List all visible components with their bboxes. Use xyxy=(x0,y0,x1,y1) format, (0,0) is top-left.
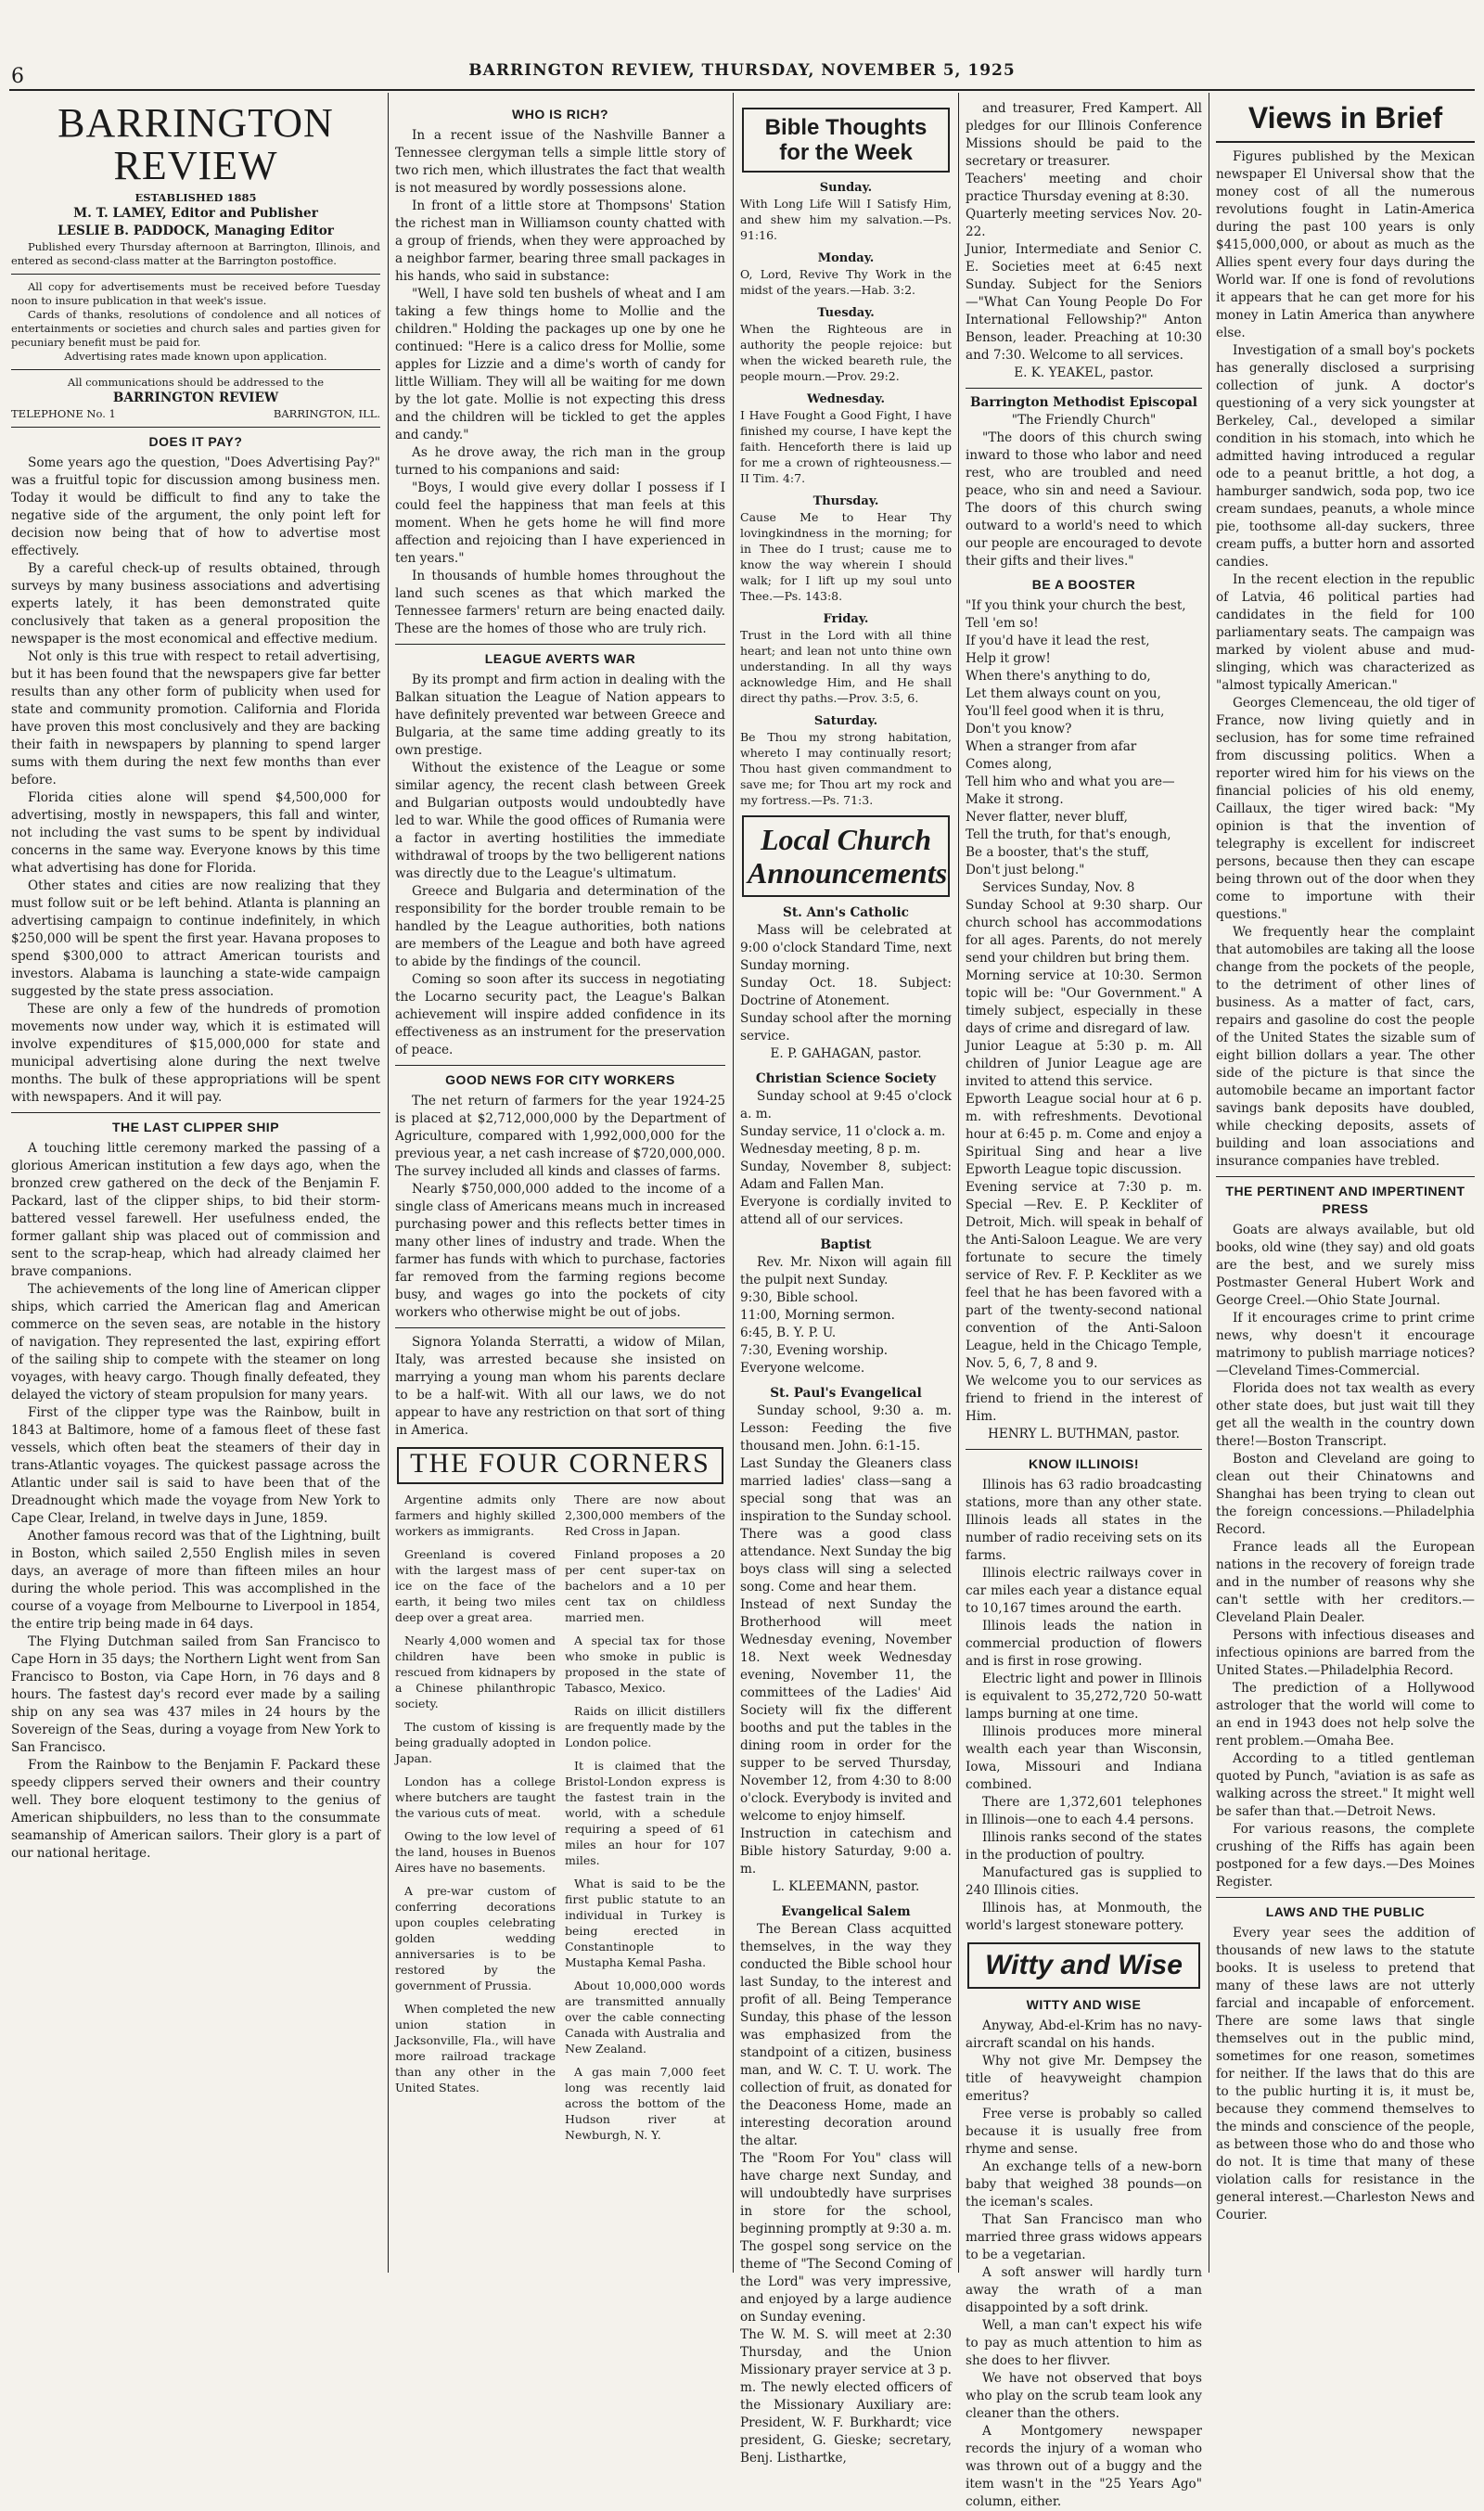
four-corners-item: A pre-war custom of conferring decorations upon couples celebrating golden wedding anniversaries is to be restored by the government of Prussia. xyxy=(395,1884,556,1992)
verse-text: Be Thou my strong habitation, whereto I may continually resort; Thou hast given commandment to save me; for Thou art my rock and my fortress.—Ps. 71:3. xyxy=(740,730,952,807)
church-entry xyxy=(740,904,952,1063)
know-illinois-headline: KNOW ILLINOIS! xyxy=(1029,1456,1139,1471)
masthead-editor: M. T. LAMEY, Editor and Publisher xyxy=(73,206,318,221)
church-entry xyxy=(740,1070,952,1229)
article-paragraph: Illinois leads the nation in commercial production of flowers and is first in rose growing. xyxy=(966,1619,1202,1669)
methodist-text: "The doors of this church swing inward to those who labor and need rest, who are troubled and need peace, who sin and need a Saviour. The doors of this church swing outward to a world's need to which our people are encouraged to devote their gifts and their lives." xyxy=(966,430,1202,569)
four-corners-left xyxy=(395,1492,556,2150)
witty-wise-title: Witty and Wise xyxy=(985,1950,1183,1980)
article-paragraph: By a careful check-up of results obtained, through surveys by many business associations and advertising experts lately, it has been demonstrated quite conclusively that taken as a general proposition the newspaper is the most economical and effective medium. xyxy=(11,561,380,647)
church-entry xyxy=(740,1385,952,1896)
column-2 xyxy=(395,100,725,2271)
masthead-copy-notice: All copy for advertisements must be received before Tuesday noon to insure publication in that week's issue. xyxy=(11,280,380,307)
pastor-signature: E. K. YEAKEL, pastor. xyxy=(1014,365,1154,380)
article-paragraph: Goats are always available, but old books, old wine (they say) and old goats are the best, and we surely miss Postmaster General Hubert Work and George Creel.—Ohio State Journal. xyxy=(1216,1223,1475,1308)
article-paragraph: Every year sees the addition of thousands of new laws to the statute books. It is useless to pretend that many of these laws are not utterly farcial and incapable of enforcement. There are some laws that single themselves out in the public mind, sometimes for one reason, sometimes for neither. If the laws that do this are to the public hurting it is, it must be, because they commend themselves to the minds and conscience of the people, as between those who do and those who do not. It is time that many of these violation calls for resistance in the general interest.—Charleston News and Courier. xyxy=(1216,1926,1475,2223)
four-corners-item: There are now about 2,300,000 members of the Red Cross in Japan. xyxy=(565,1493,725,1538)
article-paragraph: Signora Yolanda Sterratti, a widow of Milan, Italy, was arrested because she insisted on marrying a young man whom his parents declare to be a half-wit. With all our laws, we do not appear to have any restriction on that sort of thing in America. xyxy=(395,1335,725,1438)
bible-verse xyxy=(740,713,952,808)
article-paragraph: Greece and Bulgaria and determination of the responsibility for the border trouble remain to be handled by the League authorities, both nations are members of the League and both have agreed to abide by the findings of the council. xyxy=(395,884,725,969)
four-corners-right xyxy=(565,1492,725,2150)
article-paragraph: Nearly $750,000,000 added to the income of a single class of Americans means much in increased purchasing power and this reflects better times in many other lines of industry and trade. When the farmer has funds with which to purchase, factories far removed from the farming regions become busy, and wages go into the pockets of city workers who otherwise might be out of jobs. xyxy=(395,1182,725,1320)
article-paragraph: By its prompt and firm action in dealing with the Balkan situation the League of Nation appears to have definitely prevented war between Greece and Bulgaria, at the same time adding greatly to its own prestige. xyxy=(395,673,725,758)
four-corners-title: THE FOUR CORNERS xyxy=(410,1448,710,1479)
verse-day: Tuesday. xyxy=(817,306,875,320)
views-in-brief-title: Views in Brief xyxy=(1216,100,1475,143)
clipper-ship-headline: THE LAST CLIPPER SHIP xyxy=(111,1120,280,1134)
verse-text: When the Righteous are in authority the people rejoice: but when the wicked beareth rule, the people mourn.—Prov. 29:2. xyxy=(740,322,952,383)
article-paragraph: As he drove away, the rich man in the group turned to his companions and said: xyxy=(395,445,725,478)
article-paragraph: The achievements of the long line of American clipper ships, which carried the American flag and American commerce on the seven seas, are notable in the history of navigation. They represented the last, expiring effort of the sailing ship to compete with the steamer on long voyages, with heavy cargo. Though finally defeated, they delayed the victory of steam propulsion for many years. xyxy=(11,1282,380,1403)
article-paragraph: Investigation of a small boy's pockets has generally disclosed a surprising collection of junk. A doctor's questioning of a very sick youngster at Berkeley, Cal., developed a similar condition in his stomach, into which he admitted having introduced a regular ode to a peanut brittle, a hot dog, a hamburger sandwich, soda pop, two ice cream sundaes, peanuts, a whole mince pie, toothsome all-day suckers, three cream puffs, a butter horn and assorted candies. xyxy=(1216,343,1475,570)
pastor-signature: HENRY L. BUTHMAN, pastor. xyxy=(988,1427,1180,1441)
divider xyxy=(1216,1176,1475,1177)
bible-thoughts-title: Bible Thoughts for the Week xyxy=(764,115,928,165)
pertinent-press-headline: THE PERTINENT AND IMPERTINENT PRESS xyxy=(1225,1184,1465,1216)
pastor-signature: E. P. GAHAGAN, pastor. xyxy=(770,1046,922,1061)
four-corners-item: Owing to the low level of the land, houses in Buenos Aires have no basements. xyxy=(395,1829,556,1875)
divider xyxy=(395,644,725,645)
article-paragraph: Illinois produces more mineral wealth each year than Wisconsin, Iowa, Missouri and Indiana combined. xyxy=(966,1724,1202,1792)
witty-wise-box xyxy=(967,1942,1200,1989)
four-corners-item: It is claimed that the Bristol-London express is the fastest train in the world, with a schedule requiring a speed of 61 miles an hour for 107 miles. xyxy=(565,1759,725,1867)
masthead-rates-notice: Advertising rates made known upon application. xyxy=(64,350,327,363)
column-rule xyxy=(733,93,734,2273)
booster-headline: BE A BOOSTER xyxy=(1031,577,1136,592)
article-paragraph: From the Rainbow to the Benjamin F. Packard these speedy clippers served their owners and their country well. They bore eloquent testimony to the genius of American shipbuilders, no less than to the consummate seamanship of American sailors. Their glory is a part of our national heritage. xyxy=(11,1758,380,1861)
masthead-address-name: BARRINGTON REVIEW xyxy=(112,391,279,405)
article-paragraph: First of the clipper type was the Rainbow, built in 1843 at Baltimore, home of a famous fleet of these fast vessels, which often beat the steamers of their day in trans-Atlantic voyages. The quickest passage across the Atlantic under sail is said to have been that of the Dreadnought which made the voyage from New York to Cape Clear, Ireland, in twelve days in June, 1859. xyxy=(11,1405,380,1526)
masthead-cards-notice: Cards of thanks, resolutions of condolence and all notices of entertainments or societies and church sales and parties given for pecuniary benefit must be paid for. xyxy=(11,308,380,349)
article-paragraph: Florida does not tax wealth as every other state does, but just wait till they get all the wealth in the country down there!—Boston Transcript. xyxy=(1216,1381,1475,1449)
masthead-city: BARRINGTON, ILL. xyxy=(273,407,380,420)
four-corners-item: Raids on illicit distillers are frequently made by the London police. xyxy=(565,1704,725,1749)
church-text: Sunday school, 9:30 a. m. Lesson: Feeding the five thousand men. John. 6:1-15. Last Sunday the Gleaners class married ladies' class—sang a special song that was an inspiration to the Sunday school. There was a good class attendance. Next Sunday the big boys class will sing a selected song. Come and hear them. Instead of next Sunday the Brotherhood will meet Wednesday evening, November 18. Next week Wednesday evening, November 11, the committees of the Ladies' Aid Society will fix the different booths and put the tables in the dining room in order for the supper to be served Thursday, November 12, from 4:30 to 8:00 o'clock. Everybody is invited and welcome to enjoy himself. Instruction in catechism and Bible history Saturday, 9:00 a. m. xyxy=(740,1403,952,1877)
verse-day: Friday. xyxy=(823,612,869,626)
four-corners-item: What is said to be the first public statute to an individual in Turkey is being erected in Constantinople to Mustapha Kemal Pasha. xyxy=(565,1877,725,1969)
article-paragraph: Without the existence of the League or some similar agency, the recent clash between Greek and Bulgarian outposts would undoubtedly have led to war. While the good offices of Rumania were a factor in averting hostilities the immediate withdrawal of troops by the two belligerent nations was directly due to the League's ultimatum. xyxy=(395,761,725,881)
pastor-signature: L. KLEEMANN, pastor. xyxy=(772,1879,920,1894)
verse-text: With Long Life Will I Satisfy Him, and shew him my salvation.—Ps. 91:16. xyxy=(740,197,952,242)
four-corners-item: Nearly 4,000 women and children have been rescued from kidnapers by a Chinese philanthropic society. xyxy=(395,1633,556,1710)
continued-text: and treasurer, Fred Kampert. All pledges for our Illinois Conference Missions should be paid to the secretary or treasurer. Teachers' meeting and choir practice Thursday evening at 8:30. Quarterly meeting services Nov. 20-22. Junior, Intermediate and Senior C. E. Societies meet at 6:45 next Sunday. Subject for the Seniors—"What Can Young People Do For International Fellowship?" Anton Benson, leader. Preaching at 10:30 and 7:30. Welcome to all services. xyxy=(966,101,1202,363)
divider xyxy=(395,1327,725,1328)
article-paragraph: These are only a few of the hundreds of promotion movements now under way, which it is estimated will involve expenditures of $15,000,000 for state and municipal advertising alone during the next twelve months. The bulk of these appropriations will be spent with newspapers. And it will pay. xyxy=(11,1002,380,1105)
bible-verse xyxy=(740,305,952,384)
church-text: Sunday school at 9:45 o'clock a. m. Sunday service, 11 o'clock a. m. Wednesday meeting, 8 p. m. Sunday, November 8, subject: Adam and Fallen Man. Everyone is cordially invited to attend all of our services. xyxy=(740,1089,952,1227)
verse-day: Sunday. xyxy=(819,181,873,195)
four-corners-item: Greenland is covered with the largest mass of ice on the face of the earth, it being two miles deep over a great area. xyxy=(395,1547,556,1624)
witty-wise-headline: WITTY AND WISE xyxy=(1026,1997,1142,2012)
verse-text: Cause Me to Hear Thy lovingkindness in the morning; for in Thee do I trust; cause me to know the way wherein I should walk; for I lift up my soul unto Thee.—Ps. 143:8. xyxy=(740,510,952,603)
church-name: St. Paul's Evangelical xyxy=(770,1386,922,1401)
article-paragraph: In thousands of humble homes throughout the land such scenes as that which marked the Tennessee farmers' return are being enacted daily. These are the homes of those who are truly rich. xyxy=(395,569,725,636)
four-corners-item: About 10,000,000 words are transmitted annually over the cable connecting Canada with Australia and New Zealand. xyxy=(565,1979,725,2056)
bible-verses xyxy=(740,180,952,808)
four-corners-item: Argentine admits only farmers and highly skilled workers as immigrants. xyxy=(395,1493,556,1538)
article-paragraph: Electric light and power in Illinois is equivalent to 35,272,720 50-watt lamps burning at one time. xyxy=(966,1672,1202,1722)
column-5 xyxy=(1216,100,1475,2271)
four-corners-item: When completed the new union station in Jacksonville, Fla., will have more railroad trackage than any other in the United States. xyxy=(395,2002,556,2095)
verse-text: Trust in the Lord with all thine heart; and lean not unto thine own understanding. In all thy ways acknowledge Him, and He shall direct thy paths.—Prov. 3:5, 6. xyxy=(740,628,952,705)
column-1 xyxy=(11,100,380,2271)
good-news-headline: GOOD NEWS FOR CITY WORKERS xyxy=(445,1072,675,1087)
methodist-name: Barrington Methodist Episcopal xyxy=(970,395,1197,410)
four-corners-item: A gas main 7,000 feet long was recently laid across the bottom of the Hudson river at Newburgh, N. Y. xyxy=(565,2065,725,2142)
divider xyxy=(11,427,380,428)
church-entry xyxy=(740,1903,952,2467)
article-paragraph: A Montgomery newspaper records the injury of a woman who was thrown out of a buggy and the item wasn't in the "25 Years Ago" column, either. xyxy=(966,2424,1202,2509)
article-paragraph: That San Francisco man who married three grass widows appears to be a vegetarian. xyxy=(966,2212,1202,2262)
methodist-subtitle: "The Friendly Church" xyxy=(1011,413,1157,428)
article-paragraph: We frequently hear the complaint that automobiles are taking all the loose change from the pockets of the people, to the detriment of other lines of business. As a matter of fact, cars, repairs and gasoline do cost the people of the United States the sizable sum of eight billion dollars a year. The other side of the picture is that since the automobile became an important factor savings bank deposits have doubled, while checking deposits, assets of building and loan associations and insurance companies have trebled. xyxy=(1216,925,1475,1169)
divider xyxy=(11,274,380,275)
article-paragraph: Illinois ranks second of the states in the production of poultry. xyxy=(966,1830,1202,1863)
four-corners-item: The custom of kissing is being gradually adopted in Japan. xyxy=(395,1720,556,1765)
article-paragraph: Persons with infectious diseases and infectious opinions are barred from the United States.—Philadelphia Record. xyxy=(1216,1628,1475,1678)
article-paragraph: Another famous record was that of the Lightning, built in Boston, which sailed 2,550 English miles in seven days, an average of more than fifteen miles an hour during the whole period. This was accomplished in the course of a voyage from Melbourne to Liverpool in 1854, the entire trip being made in 64 days. xyxy=(11,1529,380,1632)
article-paragraph: There are 1,372,601 telephones in Illinois—one to each 4.4 persons. xyxy=(966,1795,1202,1827)
masthead-telephone: TELEPHONE No. 1 xyxy=(11,407,116,420)
divider xyxy=(395,1065,725,1066)
bible-verse xyxy=(740,391,952,486)
article-paragraph: Coming so soon after its success in negotiating the Locarno security pact, the League's Balkan achievement will inspire added confidence in its effectiveness as an instrument for the preservation of peace. xyxy=(395,972,725,1057)
divider xyxy=(966,1449,1202,1450)
column-3 xyxy=(740,100,952,2466)
laws-public-headline: LAWS AND THE PUBLIC xyxy=(1265,1904,1426,1919)
article-paragraph: If it encourages crime to print crime news, why doesn't it encourage matrimony to publish marriage notices?—Cleveland Times-Commercial. xyxy=(1216,1311,1475,1378)
bible-verse xyxy=(740,250,952,298)
does-it-pay-headline: DOES IT PAY? xyxy=(148,434,243,449)
article-paragraph: For various reasons, the complete crushing of the Riffs has again been postponed for a few days.—Des Moines Register. xyxy=(1216,1822,1475,1890)
article-paragraph: The prediction of a Hollywood astrologer that the world will come to an end in 1943 does not help solve the rent problem.—Omaha Bee. xyxy=(1216,1681,1475,1749)
running-head: BARRINGTON REVIEW, THURSDAY, NOVEMBER 5, 1925 xyxy=(468,61,1016,80)
church-name: St. Ann's Catholic xyxy=(783,905,909,920)
church-text: Mass will be celebrated at 9:00 o'clock Standard Time, next Sunday morning. Sunday Oct. 18. Subject: Doctrine of Atonement. Sunday school after the morning service. xyxy=(740,923,952,1044)
league-headline: LEAGUE AVERTS WAR xyxy=(484,651,636,666)
article-paragraph: Georges Clemenceau, the old tiger of France, now living quietly and in seclusion, has for some time refrained from discussing politics. When a reporter wired him for his views on the financial policies of his old enemy, Caillaux, the tiger wired back: "My opinion is that the invention of telegraphy is excellent for indiscreet persons, because then they can escape being thrown out of the door when they come to importune with their questions." xyxy=(1216,696,1475,922)
four-corners-item: London has a college where butchers are taught the various cuts of meat. xyxy=(395,1774,556,1820)
bible-verse xyxy=(740,180,952,243)
services-text: Services Sunday, Nov. 8 Sunday School at 9:30 sharp. Our church school has accommodations for all ages. Parents, do not merely send your children but bring them. Morning service at 10:30. Sermon topic will be: "Our Government." A timely subject, especially in these days of crime and disregard of law. Junior League at 5:30 p. m. All children of Junior League age are invited to attend this service. Epworth League social hour at 6 p. m. with refreshments. Devotional hour at 6:45 p. m. Come and enjoy a Spiritual Sing and hear a live Epworth League topic discussion. Evening service at 7:30 p. m. Special —Rev. E. P. Keckliter of Detroit, Mich. will speak in behalf of the Anti-Saloon League. We are very fortunate to secure the timely service of Rev. F. P. Keckliter as we feel that he has been favored with a part of the twenty-second national convention of the Anti-Saloon League, held in the Chicago Temple, Nov. 5, 6, 7, 8 and 9. We welcome you to our services as friend to friend in the interest of Him. xyxy=(966,880,1202,1424)
article-paragraph: The net return of farmers for the year 1924-25 is placed at $2,712,000,000 by the Department of Agriculture, compared with 1,992,000,000 for the previous year, a net cash increase of $720,000,000. The survey included all kinds and classes of farms. xyxy=(395,1094,725,1179)
article-paragraph: Manufactured gas is supplied to 240 Illinois cities. xyxy=(966,1865,1202,1898)
column-rule xyxy=(388,93,389,2273)
bible-verse xyxy=(740,611,952,706)
article-paragraph: Anyway, Abd-el-Krim has no navy-aircraft scandal on his hands. xyxy=(966,2018,1202,2051)
page-number: 6 xyxy=(11,65,24,88)
divider xyxy=(1216,1897,1475,1898)
article-paragraph: "Well, I have sold ten bushels of wheat and I am taking a few things home to Mollie and the children." Holding the packages up one by one he continued: "Here is a calico dress for Mollie, some apples for Lizzie and a dime's worth of candy for little William. They will all be waiting for me down by the lot gate. Mollie is not expecting this dress and the children will be tickled to get the apples and candy." xyxy=(395,287,725,442)
local-church-box xyxy=(742,815,950,897)
verse-day: Wednesday. xyxy=(806,392,886,406)
article-paragraph: A touching little ceremony marked the passing of a glorious American institution a few days ago, when the bronzed crew gathered on the deck of the Benjamin F. Packard, last of the clipper ships, to bid their storm-battered vessel farewell. Her usefulness ended, the former gallant ship was placed out of commission and sent to the scrap-heap, which had already claimed her brave companions. xyxy=(11,1141,380,1279)
who-is-rich-headline: WHO IS RICH? xyxy=(512,107,608,122)
church-text: Rev. Mr. Nixon will again fill the pulpit next Sunday. 9:30, Bible school. 11:00, Morning sermon. 6:45, B. Y. P. U. 7:30, Evening worship. Everyone welcome. xyxy=(740,1255,952,1376)
church-name: Christian Science Society xyxy=(755,1071,937,1086)
church-entry xyxy=(740,1236,952,1377)
article-paragraph: Why not give Mr. Dempsey the title of heavyweight champion emeritus? xyxy=(966,2054,1202,2104)
bible-verse xyxy=(740,493,952,604)
masthead-manager: LESLIE B. PADDOCK, Managing Editor xyxy=(58,224,334,238)
masthead-established: ESTABLISHED 1885 xyxy=(134,191,257,204)
church-announcements xyxy=(740,904,952,2467)
article-paragraph: "Boys, I would give every dollar I possess if I could feel the happiness that man feels at this moment. When he gets home he will find more affection and rejoicing than I have experienced in ten years." xyxy=(395,480,725,566)
verse-text: I Have Fought a Good Fight, I have finished my course, I have kept the faith. Henceforth there is laid up for me a crown of righteousness.—II Tim. 4:7. xyxy=(740,408,952,485)
article-paragraph: Some years ago the question, "Does Advertising Pay?" was a fruitful topic for discussion among business men. Today it would be difficult to find any to take the negative side of the argument, the only point left for decision now being that of how to advertise most effectively. xyxy=(11,455,380,558)
article-paragraph: Well, a man can't expect his wife to pay as much attention to him as she does to her flivver. xyxy=(966,2318,1202,2368)
article-paragraph: In a recent issue of the Nashville Banner a Tennessee clergyman tells a simple little story of two rich men, which illustrates the fact that wealth is not measured by wordly possessions alone. xyxy=(395,128,725,196)
article-paragraph: Illinois has 63 radio broadcasting stations, more than any other state. Illinois leads all states in the number of radio receiving sets on its farms. xyxy=(966,1478,1202,1563)
divider xyxy=(11,1112,380,1113)
local-church-title: Local Church Announcements xyxy=(748,823,948,890)
article-paragraph: A soft answer will hardly turn away the wrath of a man disappointed by a soft drink. xyxy=(966,2265,1202,2315)
column-4 xyxy=(966,100,1202,2509)
article-paragraph: Illinois has, at Monmouth, the world's largest stoneware pottery. xyxy=(966,1901,1202,1933)
column-rule xyxy=(958,93,959,2273)
four-corners-item: A special tax for those who smoke in public is proposed in the state of Tabasco, Mexico. xyxy=(565,1633,725,1695)
article-paragraph: The Flying Dutchman sailed from San Francisco to Cape Horn in 35 days; the Northern Light went from San Francisco to Boston, via Cape Horn, in 76 days and 8 hours. The fastest day's record ever made by a sailing ship on any sea was 437 miles in 24 hours by the Sovereign of the Seas, during a voyage from New York to San Francisco. xyxy=(11,1634,380,1755)
masthead-title: BARRINGTON REVIEW xyxy=(58,100,334,188)
verse-day: Saturday. xyxy=(813,714,878,728)
article-paragraph: Not only is this true with respect to retail advertising, but it has been found that the newspapers give far better results than any other form of publicity when used for state and community promotion. California and Florida have proven this most conclusively and they are backing their faith in newspapers by planning to spend larger sums with them during the next few months than ever before. xyxy=(11,649,380,788)
church-text: The Berean Class acquitted themselves, in the way they conducted the Bible school hour last Sunday, to the interest and profit of all. Being Temperance Sunday, this phase of the lesson was emphasized from the standpoint of a citizen, business man, and W. C. T. U. work. The collection of fruit, as donated for the Deaconess Home, made an interesting decoration around the altar. The "Room For You" class will have charge next Sunday, and will undoubtedly have surprises in store for the school, beginning promptly at 9:30 a. m. The gospel song service on the theme of "The Second Coming of the Lord" was very impressive, and enjoyed by a large audience on Sunday evening. The W. M. S. will meet at 2:30 Thursday, and the Union Missionary prayer service at 3 p. m. The newly elected officers of the Missionary Auxiliary are: President, W. F. Burkhardt; vice president, G. Gieske; secretary, Benj. Listhartke, xyxy=(740,1922,952,2466)
verse-text: O, Lord, Revive Thy Work in the midst of the years.—Hab. 3:2. xyxy=(740,267,952,297)
verse-day: Monday. xyxy=(817,251,875,265)
masthead-communications: All communications should be addressed to the xyxy=(67,376,325,389)
article-paragraph: An exchange tells of a new-born baby that weighed 38 pounds—on the iceman's scales. xyxy=(966,2159,1202,2210)
booster-poem: "If you think your church the best, Tell 'em so! If you'd have it lead the rest, Help it grow! When there's anything to do, Let them always count on you, You'll feel good when it is thru, Don't you know? When a stranger from afar Comes along, Tell him who and what you are— Make it strong. Never flatter, never bluff, Tell the truth, for that's enough, Be a booster, that's the stuff, Don't just belong." xyxy=(966,598,1186,878)
article-paragraph: We have not observed that boys who play on the scrub team look any cleaner than the others. xyxy=(966,2371,1202,2421)
article-paragraph: Figures published by the Mexican newspaper El Universal show that the money cost of all the numerous revolutions fought in Latin-America during the past 100 years is only $415,000,000, or about as much as the Allies spent every four days during the World war. If one is fond of revolutions it appears that he can get more for his money in Latin America than anywhere else. xyxy=(1216,149,1475,340)
church-name: Evangelical Salem xyxy=(781,1904,911,1919)
four-corners-box xyxy=(397,1447,723,1484)
article-paragraph: According to a titled gentleman quoted by Punch, "aviation is as safe as walking across the street." It might well be safer than that.—Detroit News. xyxy=(1216,1751,1475,1819)
divider xyxy=(966,388,1202,389)
article-paragraph: Illinois electric railways cover in car miles each year a distance equal to 10,167 times around the earth. xyxy=(966,1566,1202,1616)
article-paragraph: France leads all the European nations in the recovery of foreign trade and in the number of reasons why she can't settle with her creditors.—Cleveland Plain Dealer. xyxy=(1216,1540,1475,1625)
article-paragraph: In the recent election in the republic of Latvia, 46 political parties had candidates in the field for 100 parliamentary seats. The campaign was marked by violent abuse and mud-slinging, which was characterized as "almost typically American." xyxy=(1216,572,1475,693)
article-paragraph: Florida cities alone will spend $4,500,000 for advertising, mostly in newspapers, this fall and winter, not including the vast sums to be spent by individual concerns in the same way. Everyone knows by this time what advertising has done for Florida. xyxy=(11,790,380,876)
article-paragraph: Boston and Cleveland are going to clean out their Chinatowns and Shanghai has been trying to clean out the foreign concessions.—Philadelphia Record. xyxy=(1216,1452,1475,1537)
article-paragraph: Other states and cities are now realizing that they must follow suit or be left behind. Atlanta is planning an advertising campaign to continue indefinitely, in which $250,000 will be spent the first year. Havana proposes to spend $300,000 to attract American tourists and investors. Alabama is launching a state-wide campaign suggested by the state press association. xyxy=(11,878,380,999)
top-rule xyxy=(9,89,1475,91)
church-name: Baptist xyxy=(820,1237,872,1252)
article-paragraph: In front of a little store at Thompsons' Station the richest man in Williamson county chatted with a group of friends, when they were approached by a neighbor farmer, bearing three small packages in his hands, who said in substance: xyxy=(395,199,725,284)
divider xyxy=(11,369,380,370)
masthead-published: Published every Thursday afternoon at Barrington, Illinois, and entered as second-class matter at the Barrington postoffice. xyxy=(11,240,380,267)
verse-day: Thursday. xyxy=(812,494,879,508)
four-corners-grid xyxy=(395,1492,725,2150)
masthead-contact-row xyxy=(11,407,380,421)
article-paragraph: Free verse is probably so called because it is usually free from rhyme and sense. xyxy=(966,2107,1202,2157)
four-corners-item: Finland proposes a 20 per cent super-tax on bachelors and a 10 per cent tax on childless married men. xyxy=(565,1547,725,1624)
bible-thoughts-box xyxy=(742,108,950,173)
